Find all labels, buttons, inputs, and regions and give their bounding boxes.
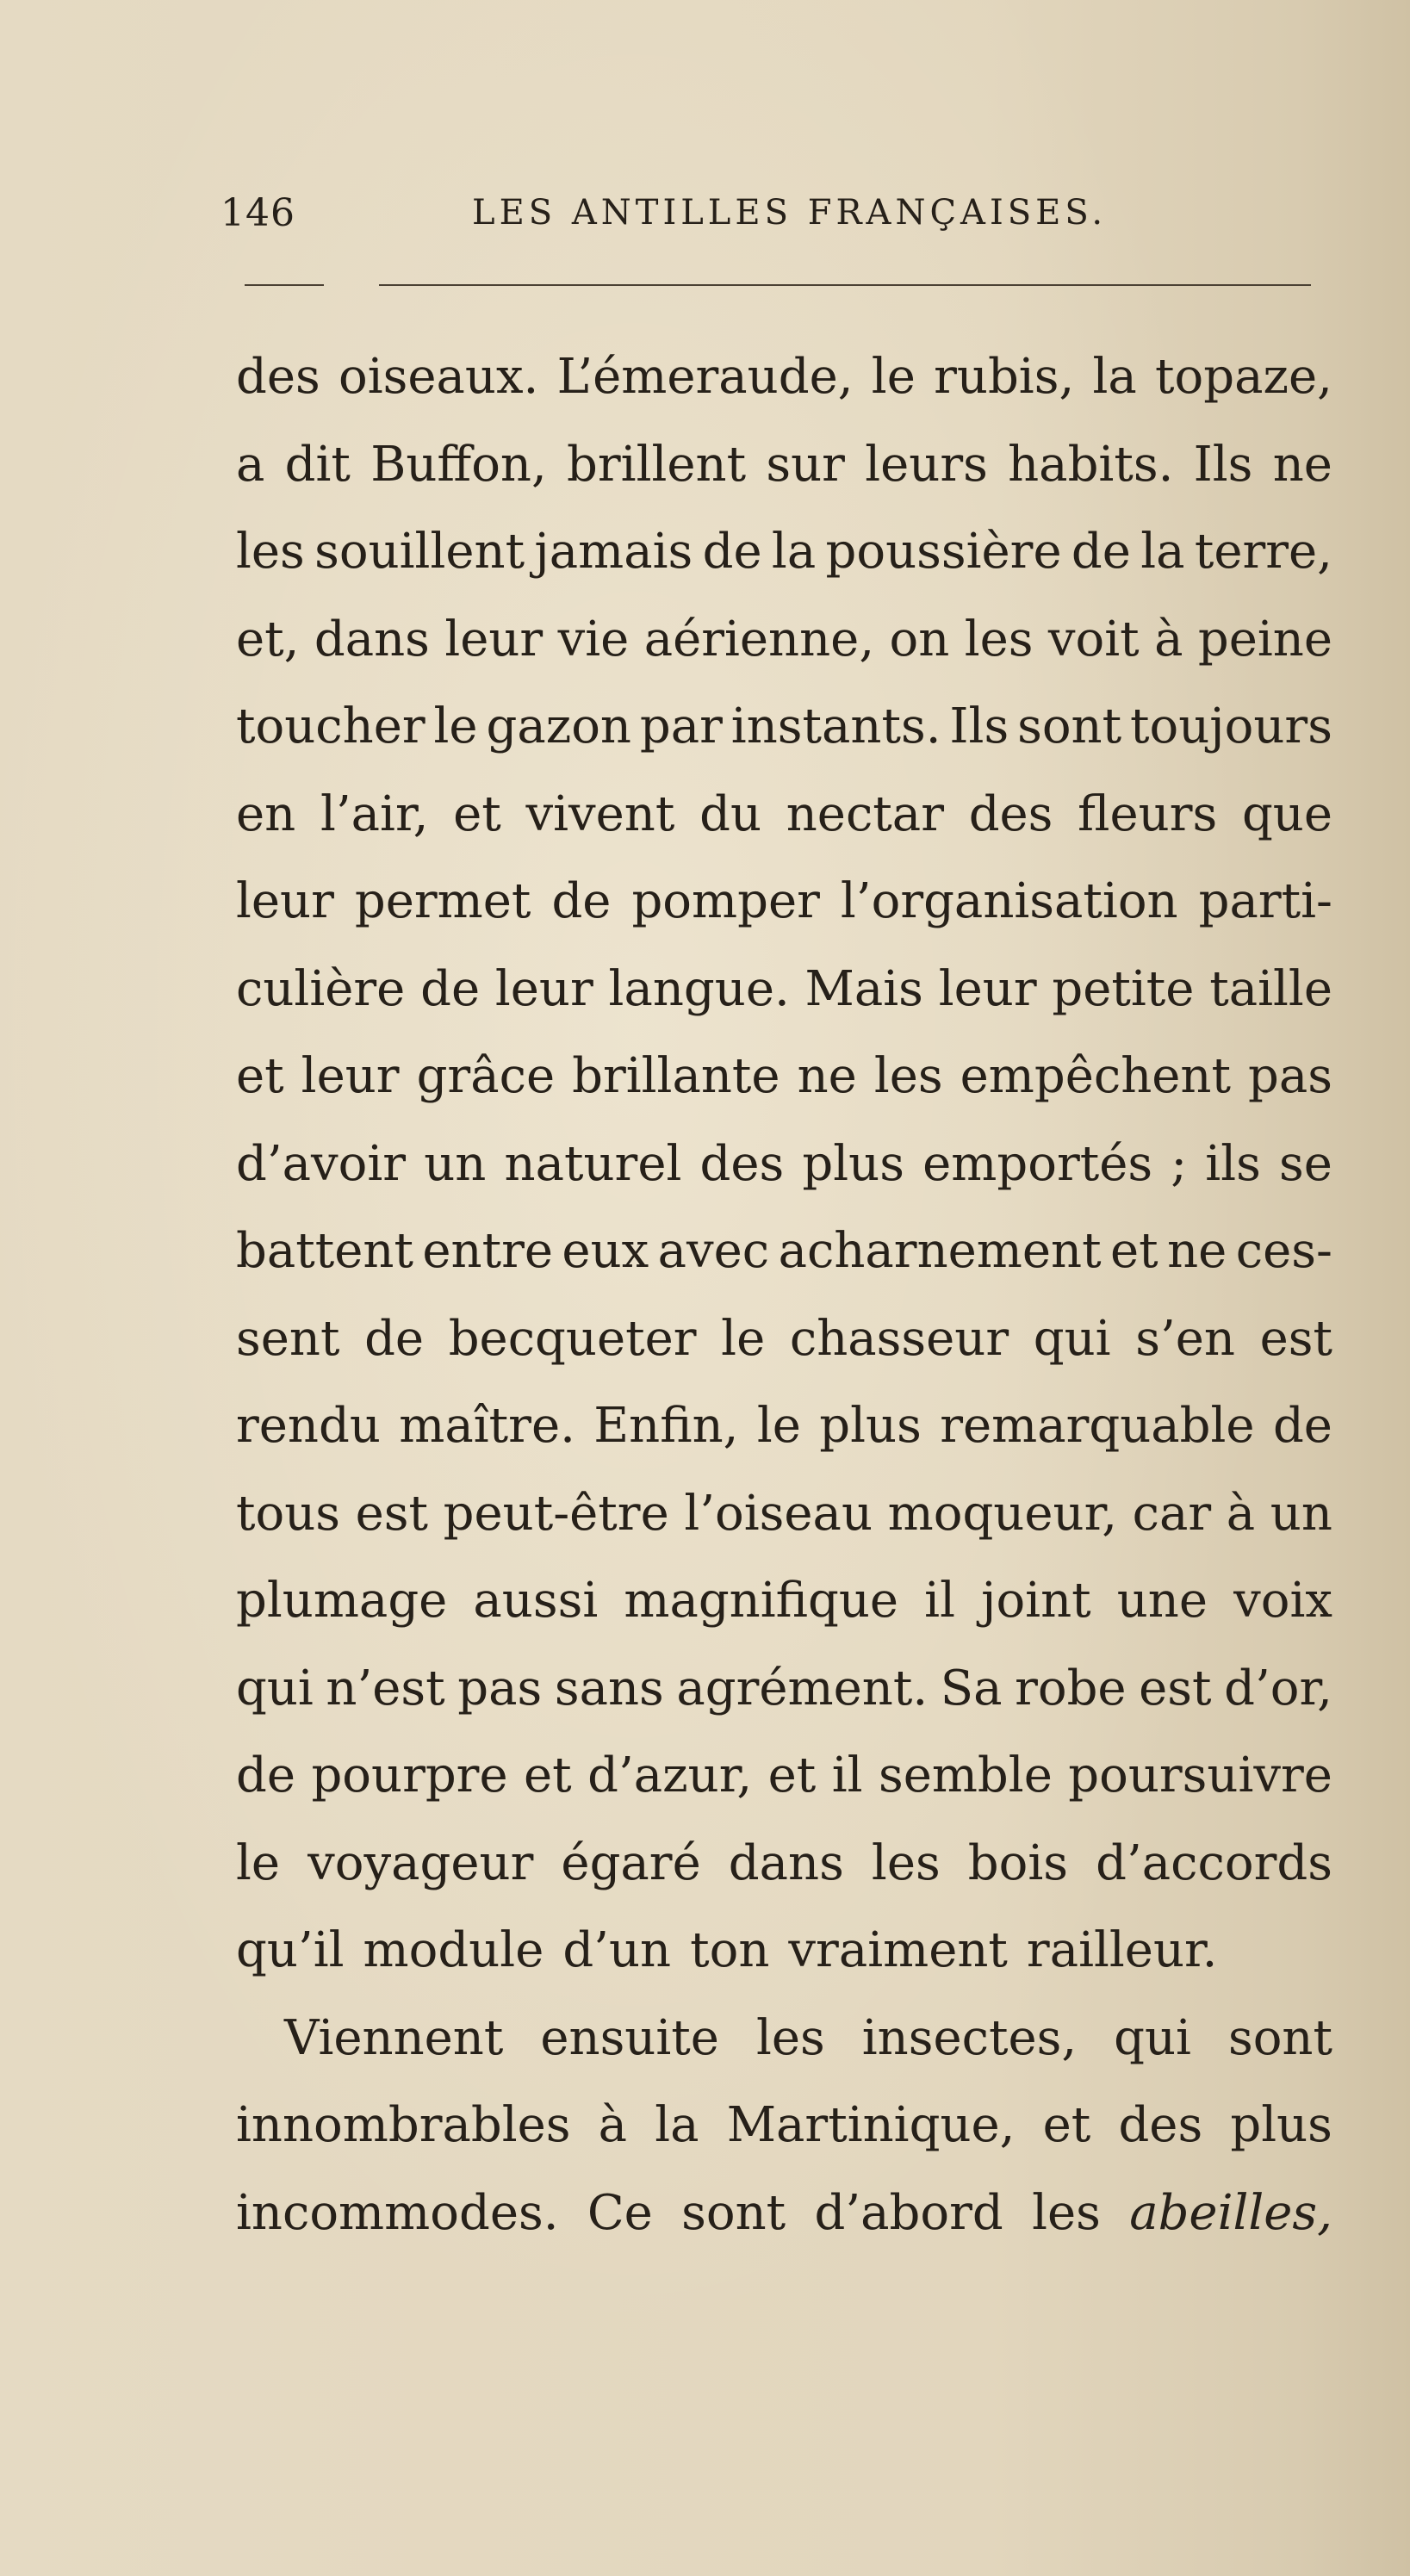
text-word: avec (657, 1223, 770, 1279)
text-word: Enfin, (593, 1398, 739, 1454)
text-word: d’abord (814, 2184, 1003, 2241)
text-word: dans (314, 611, 430, 667)
text-word: dit (284, 436, 351, 493)
text-word: Ils (949, 698, 1009, 754)
text-line (236, 2083, 1332, 2169)
text-word: par (639, 698, 723, 754)
text-word: entre (422, 1223, 553, 1279)
text-word: ne (1167, 1223, 1227, 1279)
text-word: des (699, 1135, 785, 1192)
text-word: à (1226, 1485, 1256, 1542)
text-word: becqueter (448, 1310, 697, 1367)
text-word: voyageur (307, 1834, 534, 1891)
text-word: petite (1052, 960, 1195, 1017)
text-word: et (524, 1747, 572, 1803)
text-word: innombrables (236, 2097, 571, 2153)
text-line (236, 1908, 1236, 1994)
text-word: instants. (730, 698, 941, 754)
text-word: qui (236, 1660, 314, 1716)
text-word: les (236, 524, 305, 580)
text-word: leur (938, 960, 1037, 1017)
text-word: voit (1047, 611, 1140, 667)
text-word: habits. (1008, 436, 1174, 493)
text-word: sont (681, 2184, 786, 2241)
text-word: leur (444, 611, 544, 667)
text-word: Martinique, (726, 2097, 1016, 2153)
page-header (0, 191, 1410, 243)
text-word: eux (562, 1223, 649, 1279)
text-word: et (767, 1747, 817, 1803)
text-word: naturel (504, 1135, 682, 1192)
text-word: et (453, 785, 501, 842)
text-word: le (871, 349, 916, 405)
text-word: de (236, 1747, 295, 1803)
text-word: il (831, 1747, 863, 1803)
text-word: peine (1197, 611, 1332, 667)
text-word: d’azur, (587, 1747, 753, 1803)
text-word: de (702, 524, 762, 580)
text-word: que (1241, 785, 1332, 842)
text-word: à (1154, 611, 1183, 667)
text-word: de (1071, 524, 1131, 580)
text-line (236, 2170, 1332, 2256)
text-word: plus (1230, 2097, 1332, 2153)
text-word: de (1272, 1398, 1332, 1454)
text-word: semble (878, 1747, 1053, 1803)
text-word: langue. (608, 960, 790, 1017)
text-word: a (236, 436, 265, 493)
text-word: n’est (326, 1660, 445, 1716)
text-word: topaze, (1155, 349, 1332, 405)
text-word: robe (1015, 1660, 1127, 1716)
text-line (236, 1296, 1332, 1382)
text-word: d’accords (1096, 1834, 1332, 1891)
text-word: de (364, 1310, 425, 1367)
text-word: incommodes. (236, 2184, 559, 2241)
header-rule-right (379, 284, 1311, 286)
text-word: ils (1205, 1135, 1261, 1192)
text-word: égaré (561, 1834, 701, 1891)
text-word: taille (1209, 960, 1332, 1017)
text-word: brillante (572, 1048, 780, 1104)
page-number: 146 (221, 191, 295, 235)
text-line (236, 772, 1332, 858)
text-word: gazon (486, 698, 631, 754)
text-word: qui (1033, 1310, 1111, 1367)
text-word: le (721, 1310, 766, 1367)
text-line (236, 597, 1332, 683)
text-line (236, 422, 1332, 508)
text-word: oiseaux. (338, 349, 539, 405)
text-word: pas (457, 1660, 543, 1716)
text-word: empêchent (960, 1048, 1231, 1104)
text-line (236, 1558, 1332, 1644)
text-word: rubis, (934, 349, 1075, 405)
text-word: agrément. (676, 1660, 929, 1716)
text-word: leur (301, 1048, 400, 1104)
text-word: ton (690, 1922, 770, 1978)
text-word: d’or, (1224, 1660, 1332, 1716)
text-word: leurs (865, 436, 988, 493)
text-word: aérienne, (643, 611, 875, 667)
text-line (236, 1121, 1332, 1207)
text-word: ne (797, 1048, 857, 1104)
text-word: et (1110, 1223, 1158, 1279)
text-word: d’avoir (236, 1135, 407, 1192)
text-word: l’air, (320, 785, 429, 842)
text-word: vie (557, 611, 630, 667)
text-word: magnifique (624, 1573, 899, 1629)
text-word: poussière (825, 524, 1062, 580)
text-word: permet (354, 873, 531, 929)
text-word: les (871, 1834, 941, 1891)
text-word: de (551, 873, 612, 929)
text-word: dans (728, 1834, 844, 1891)
text-word: railleur. (1026, 1922, 1218, 1978)
text-word: nectar (786, 785, 944, 842)
text-word: à (598, 2097, 628, 2153)
text-word: il (924, 1573, 955, 1629)
text-word: peut-être (443, 1485, 669, 1542)
text-word: Ce (587, 2184, 653, 2241)
text-word: maître. (399, 1398, 575, 1454)
text-word: un (1270, 1485, 1332, 1542)
text-line (236, 1034, 1332, 1120)
text-word: grâce (416, 1048, 556, 1104)
text-word: l’oiseau (684, 1485, 873, 1542)
text-word: le (756, 1398, 801, 1454)
text-word: moqueur, (887, 1485, 1117, 1542)
text-word: ensuite (540, 2009, 719, 2066)
text-word: battent (236, 1223, 413, 1279)
text-word: Mais (804, 960, 923, 1017)
text-word: sans (554, 1660, 664, 1716)
text-word: toujours (1130, 698, 1332, 754)
text-word: vivent (525, 785, 675, 842)
text-word: jamais (534, 524, 693, 580)
text-word: bois (967, 1834, 1069, 1891)
text-word: souillent (314, 524, 525, 580)
text-word: acharnement (778, 1223, 1102, 1279)
text-word: s’en (1135, 1310, 1235, 1367)
text-word: sur (766, 436, 845, 493)
text-word: des (236, 349, 320, 405)
text-word: on (889, 611, 950, 667)
text-word: se (1279, 1135, 1332, 1192)
text-word: du (699, 785, 762, 842)
text-line (236, 947, 1332, 1033)
text-word: plus (819, 1398, 922, 1454)
text-line (236, 859, 1332, 945)
text-word: Viennent (284, 2009, 504, 2066)
text-word: de (420, 960, 481, 1017)
text-line (236, 1208, 1332, 1294)
text-word: parti- (1198, 873, 1332, 929)
text-word: voix (1233, 1573, 1332, 1629)
text-word: la (1092, 349, 1137, 405)
text-line (236, 334, 1332, 420)
text-word: une (1116, 1573, 1208, 1629)
text-word: l’organisation (840, 873, 1178, 929)
text-word: le (433, 698, 478, 754)
text-word: qui (1114, 2009, 1191, 2066)
text-word: tous (236, 1485, 341, 1542)
text-word: ; (1171, 1135, 1188, 1192)
text-word: un (424, 1135, 487, 1192)
text-word: car (1132, 1485, 1212, 1542)
text-word: qu’il (236, 1922, 345, 1978)
text-word: leur (494, 960, 593, 1017)
text-line (236, 1383, 1332, 1469)
text-word: est (1259, 1310, 1332, 1367)
text-line (236, 1821, 1332, 1907)
text-line (284, 1996, 1332, 2082)
text-word: est (355, 1485, 429, 1542)
text-line (236, 1646, 1332, 1732)
text-word: module (363, 1922, 544, 1978)
text-word: pomper (631, 873, 820, 929)
text-word: emportés (922, 1135, 1153, 1192)
text-word: toucher (236, 698, 425, 754)
text-word: leur (236, 873, 334, 929)
text-word: en (236, 785, 296, 842)
text-word: Sa (940, 1660, 1003, 1716)
text-word: vraiment (788, 1922, 1008, 1978)
text-word: poursuivre (1068, 1747, 1332, 1803)
text-line (236, 1471, 1332, 1557)
text-word: la (1140, 524, 1185, 580)
text-word: les (964, 611, 1034, 667)
text-word: et (236, 1048, 284, 1104)
text-word: brillent (567, 436, 747, 493)
text-word: insectes, (861, 2009, 1078, 2066)
text-word: Ils (1193, 436, 1253, 493)
text-word: aussi (473, 1573, 599, 1629)
text-word: le (236, 1834, 281, 1891)
text-word: les (873, 1048, 943, 1104)
text-word: plumage (236, 1573, 448, 1629)
text-word: plus (802, 1135, 904, 1192)
text-word: fleurs (1078, 785, 1218, 842)
text-word: pourpre (311, 1747, 508, 1803)
text-word: culière (236, 960, 406, 1017)
text-word: la (655, 2097, 699, 2153)
text-word: des (1118, 2097, 1203, 2153)
text-word: L’émeraude, (556, 349, 854, 405)
text-word: des (968, 785, 1053, 842)
text-word: d’un (562, 1922, 672, 1978)
text-word: ces- (1235, 1223, 1332, 1279)
text-word: les (755, 2009, 825, 2066)
text-word: pas (1248, 1048, 1332, 1104)
text-word: et, (236, 611, 300, 667)
text-word: terre, (1194, 524, 1332, 580)
text-word: chasseur (789, 1310, 1009, 1367)
text-word: sont (1227, 2009, 1332, 2066)
text-word: les (1032, 2184, 1101, 2241)
text-word: sent (236, 1310, 340, 1367)
text-word: remarquable (940, 1398, 1255, 1454)
text-word: abeilles, (1129, 2184, 1332, 2241)
text-word: et (1042, 2097, 1091, 2153)
text-word: joint (981, 1573, 1091, 1629)
text-word: la (771, 524, 817, 580)
text-word: Buffon, (370, 436, 547, 493)
text-word: est (1139, 1660, 1212, 1716)
header-rule-left (245, 284, 324, 286)
running-title: LES ANTILLES FRANÇAISES. (472, 193, 1108, 233)
text-line (236, 1733, 1332, 1819)
text-word: rendu (236, 1398, 381, 1454)
text-line (236, 509, 1332, 595)
text-word: sont (1017, 698, 1122, 754)
text-word: ne (1272, 436, 1332, 493)
text-line (236, 684, 1332, 770)
